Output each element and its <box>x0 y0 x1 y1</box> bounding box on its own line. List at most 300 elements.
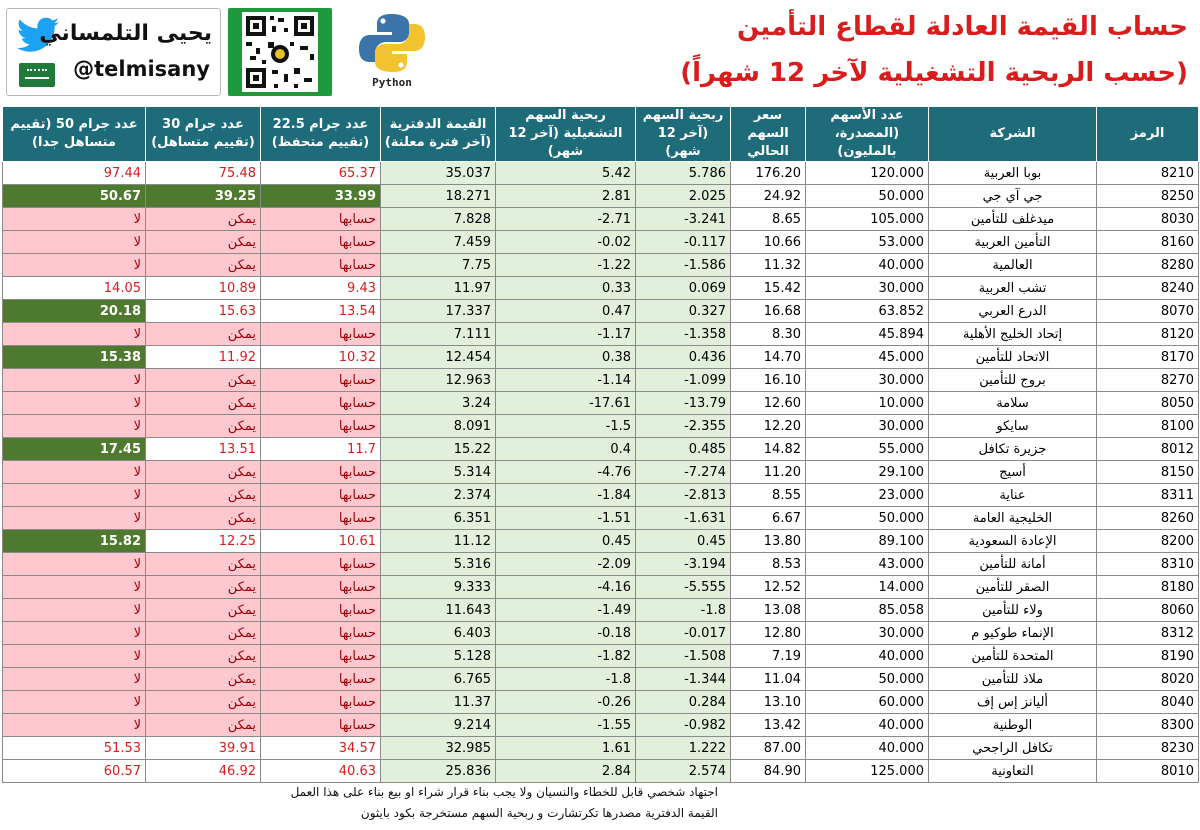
shares-cell: 53.000 <box>806 231 929 254</box>
valuation-30-cell: يمكن <box>146 208 261 231</box>
symbol-cell: 8250 <box>1097 185 1199 208</box>
price-cell: 12.60 <box>731 392 806 415</box>
header-shares: عدد الأسهم (المصدرة، بالمليون) <box>806 107 929 162</box>
shares-cell: 85.058 <box>806 599 929 622</box>
valuation-50-cell: 60.57 <box>3 760 146 783</box>
symbol-cell: 8012 <box>1097 438 1199 461</box>
company-cell: ولاء للتأمين <box>929 599 1097 622</box>
company-cell: التأمين العربية <box>929 231 1097 254</box>
valuation-22-5-cell: حسابها <box>261 208 381 231</box>
header-company: الشركة <box>929 107 1097 162</box>
valuation-22-5-cell: حسابها <box>261 231 381 254</box>
valuation-30-cell: يمكن <box>146 484 261 507</box>
valuation-30-cell: يمكن <box>146 668 261 691</box>
eps-cell: -7.274 <box>636 461 731 484</box>
eps-cell: -3.194 <box>636 553 731 576</box>
table-body <box>3 162 1199 783</box>
shares-cell: 29.100 <box>806 461 929 484</box>
table-row <box>3 461 1199 484</box>
book-value-cell: 35.037 <box>381 162 496 185</box>
table-row <box>3 208 1199 231</box>
valuation-22-5-cell: حسابها <box>261 645 381 668</box>
valuation-22-5-cell: 34.57 <box>261 737 381 760</box>
table-row <box>3 415 1199 438</box>
operating-eps-cell: 2.81 <box>496 185 636 208</box>
book-value-cell: 32.985 <box>381 737 496 760</box>
valuation-30-cell: يمكن <box>146 461 261 484</box>
eps-cell: -1.8 <box>636 599 731 622</box>
valuation-22-5-cell: 65.37 <box>261 162 381 185</box>
valuation-22-5-cell: حسابها <box>261 668 381 691</box>
table-row <box>3 553 1199 576</box>
valuation-50-cell: لا <box>3 507 146 530</box>
eps-cell: -2.813 <box>636 484 731 507</box>
book-value-cell: 11.37 <box>381 691 496 714</box>
valuation-30-cell: يمكن <box>146 553 261 576</box>
eps-cell: 1.222 <box>636 737 731 760</box>
book-value-cell: 5.128 <box>381 645 496 668</box>
operating-eps-cell: 0.45 <box>496 530 636 553</box>
header-valuation-30: عدد جرام 30 (تقييم متساهل) <box>146 107 261 162</box>
symbol-cell: 8230 <box>1097 737 1199 760</box>
price-cell: 8.55 <box>731 484 806 507</box>
operating-eps-cell: -0.26 <box>496 691 636 714</box>
valuation-50-cell: 51.53 <box>3 737 146 760</box>
symbol-cell: 8020 <box>1097 668 1199 691</box>
valuation-22-5-cell: حسابها <box>261 415 381 438</box>
operating-eps-cell: 0.38 <box>496 346 636 369</box>
company-cell: الدرع العربي <box>929 300 1097 323</box>
valuation-50-cell: 97.44 <box>3 162 146 185</box>
book-value-cell: 6.765 <box>381 668 496 691</box>
symbol-cell: 8060 <box>1097 599 1199 622</box>
report-header <box>0 0 1200 106</box>
company-cell: جي آي جي <box>929 185 1097 208</box>
table-row <box>3 277 1199 300</box>
company-cell: الإعادة السعودية <box>929 530 1097 553</box>
book-value-cell: 6.403 <box>381 622 496 645</box>
book-value-cell: 17.337 <box>381 300 496 323</box>
valuation-50-cell: 15.82 <box>3 530 146 553</box>
header-eps: ربحية السهم (آخر 12 شهر) <box>636 107 731 162</box>
table-row <box>3 484 1199 507</box>
shares-cell: 45.000 <box>806 346 929 369</box>
company-cell: عناية <box>929 484 1097 507</box>
table-row <box>3 346 1199 369</box>
valuation-30-cell: 46.92 <box>146 760 261 783</box>
symbol-cell: 8120 <box>1097 323 1199 346</box>
valuation-22-5-cell: 10.32 <box>261 346 381 369</box>
company-cell: أمانة للتأمين <box>929 553 1097 576</box>
table-row <box>3 392 1199 415</box>
table-header-row <box>3 107 1199 162</box>
valuation-22-5-cell: حسابها <box>261 599 381 622</box>
eps-cell: -1.358 <box>636 323 731 346</box>
table-row <box>3 668 1199 691</box>
shares-cell: 50.000 <box>806 185 929 208</box>
table-row <box>3 438 1199 461</box>
eps-cell: -0.982 <box>636 714 731 737</box>
shares-cell: 40.000 <box>806 645 929 668</box>
valuation-50-cell: 50.67 <box>3 185 146 208</box>
shares-cell: 30.000 <box>806 369 929 392</box>
valuation-22-5-cell: حسابها <box>261 323 381 346</box>
price-cell: 8.30 <box>731 323 806 346</box>
shares-cell: 23.000 <box>806 484 929 507</box>
valuation-30-cell: يمكن <box>146 369 261 392</box>
table-row <box>3 300 1199 323</box>
valuation-30-cell: 12.25 <box>146 530 261 553</box>
book-value-cell: 18.271 <box>381 185 496 208</box>
shares-cell: 50.000 <box>806 668 929 691</box>
table-row <box>3 622 1199 645</box>
table-row <box>3 185 1199 208</box>
eps-cell: 0.45 <box>636 530 731 553</box>
eps-cell: 5.786 <box>636 162 731 185</box>
valuation-22-5-cell: حسابها <box>261 507 381 530</box>
company-cell: الخليجية العامة <box>929 507 1097 530</box>
valuation-30-cell: يمكن <box>146 622 261 645</box>
table-row <box>3 323 1199 346</box>
valuation-50-cell: 17.45 <box>3 438 146 461</box>
book-value-cell: 7.111 <box>381 323 496 346</box>
header-operating-eps: ربحية السهم التشغيلية (آخر 12 شهر) <box>496 107 636 162</box>
title-line-2: (حسب الربحية التشغيلية لآخر 12 شهراً) <box>680 58 1188 88</box>
symbol-cell: 8010 <box>1097 760 1199 783</box>
symbol-cell: 8280 <box>1097 254 1199 277</box>
shares-cell: 43.000 <box>806 553 929 576</box>
price-cell: 16.68 <box>731 300 806 323</box>
eps-cell: 0.327 <box>636 300 731 323</box>
shares-cell: 50.000 <box>806 507 929 530</box>
valuation-50-cell: 14.05 <box>3 277 146 300</box>
operating-eps-cell: 2.84 <box>496 760 636 783</box>
price-cell: 8.53 <box>731 553 806 576</box>
table-row <box>3 507 1199 530</box>
valuation-50-cell: 15.38 <box>3 346 146 369</box>
price-cell: 12.80 <box>731 622 806 645</box>
operating-eps-cell: -1.17 <box>496 323 636 346</box>
price-cell: 11.32 <box>731 254 806 277</box>
valuation-30-cell: يمكن <box>146 599 261 622</box>
valuation-22-5-cell: حسابها <box>261 714 381 737</box>
price-cell: 10.66 <box>731 231 806 254</box>
price-cell: 16.10 <box>731 369 806 392</box>
book-value-cell: 6.351 <box>381 507 496 530</box>
header-valuation-22-5: عدد جرام 22.5 (تقييم متحفظ) <box>261 107 381 162</box>
twitter-handle: @telmisany <box>73 57 210 81</box>
operating-eps-cell: 0.33 <box>496 277 636 300</box>
eps-cell: -1.344 <box>636 668 731 691</box>
symbol-cell: 8040 <box>1097 691 1199 714</box>
company-cell: العالمية <box>929 254 1097 277</box>
table-row <box>3 231 1199 254</box>
symbol-cell: 8300 <box>1097 714 1199 737</box>
book-value-cell: 25.836 <box>381 760 496 783</box>
valuation-22-5-cell: حسابها <box>261 691 381 714</box>
book-value-cell: 11.97 <box>381 277 496 300</box>
symbol-cell: 8190 <box>1097 645 1199 668</box>
company-cell: التعاونية <box>929 760 1097 783</box>
shares-cell: 30.000 <box>806 622 929 645</box>
valuation-30-cell: يمكن <box>146 254 261 277</box>
eps-cell: -13.79 <box>636 392 731 415</box>
company-cell: المتحدة للتأمين <box>929 645 1097 668</box>
company-cell: إتحاد الخليج الأهلية <box>929 323 1097 346</box>
table-row <box>3 369 1199 392</box>
author-name: يحيى التلمساني <box>39 21 212 46</box>
symbol-cell: 8270 <box>1097 369 1199 392</box>
book-value-cell: 7.828 <box>381 208 496 231</box>
table-row <box>3 162 1199 185</box>
operating-eps-cell: -1.14 <box>496 369 636 392</box>
operating-eps-cell: -1.49 <box>496 599 636 622</box>
eps-cell: 2.574 <box>636 760 731 783</box>
shares-cell: 30.000 <box>806 277 929 300</box>
operating-eps-cell: 0.47 <box>496 300 636 323</box>
book-value-cell: 12.963 <box>381 369 496 392</box>
eps-cell: -1.508 <box>636 645 731 668</box>
symbol-cell: 8310 <box>1097 553 1199 576</box>
valuation-22-5-cell: 10.61 <box>261 530 381 553</box>
operating-eps-cell: 5.42 <box>496 162 636 185</box>
table-row <box>3 691 1199 714</box>
saudi-flag-icon <box>19 63 55 87</box>
valuation-22-5-cell: حسابها <box>261 553 381 576</box>
valuation-30-cell: يمكن <box>146 714 261 737</box>
table-row <box>3 530 1199 553</box>
report-title <box>680 4 1188 96</box>
company-cell: الإنماء طوكيو م <box>929 622 1097 645</box>
qr-code-pattern <box>228 8 332 96</box>
shares-cell: 14.000 <box>806 576 929 599</box>
operating-eps-cell: -4.76 <box>496 461 636 484</box>
valuation-30-cell: يمكن <box>146 507 261 530</box>
operating-eps-cell: -2.09 <box>496 553 636 576</box>
table-row <box>3 645 1199 668</box>
valuation-22-5-cell: 11.7 <box>261 438 381 461</box>
book-value-cell: 3.24 <box>381 392 496 415</box>
symbol-cell: 8070 <box>1097 300 1199 323</box>
symbol-cell: 8311 <box>1097 484 1199 507</box>
shares-cell: 55.000 <box>806 438 929 461</box>
book-value-cell: 5.314 <box>381 461 496 484</box>
valuation-22-5-cell: حسابها <box>261 484 381 507</box>
valuation-50-cell: لا <box>3 484 146 507</box>
shares-cell: 40.000 <box>806 737 929 760</box>
shares-cell: 125.000 <box>806 760 929 783</box>
price-cell: 11.04 <box>731 668 806 691</box>
insurance-fair-value-table <box>2 106 1199 783</box>
book-value-cell: 7.75 <box>381 254 496 277</box>
valuation-30-cell: 15.63 <box>146 300 261 323</box>
company-cell: الصقر للتأمين <box>929 576 1097 599</box>
valuation-50-cell: لا <box>3 208 146 231</box>
header-book-value: القيمة الدفترية (آخر فترة معلنة) <box>381 107 496 162</box>
valuation-22-5-cell: 33.99 <box>261 185 381 208</box>
symbol-cell: 8150 <box>1097 461 1199 484</box>
price-cell: 13.08 <box>731 599 806 622</box>
company-cell: بوبا العربية <box>929 162 1097 185</box>
price-cell: 13.80 <box>731 530 806 553</box>
shares-cell: 105.000 <box>806 208 929 231</box>
symbol-cell: 8050 <box>1097 392 1199 415</box>
book-value-cell: 11.643 <box>381 599 496 622</box>
shares-cell: 45.894 <box>806 323 929 346</box>
eps-cell: 2.025 <box>636 185 731 208</box>
operating-eps-cell: -0.18 <box>496 622 636 645</box>
valuation-50-cell: لا <box>3 714 146 737</box>
company-cell: أليانز إس إف <box>929 691 1097 714</box>
shares-cell: 63.852 <box>806 300 929 323</box>
symbol-cell: 8260 <box>1097 507 1199 530</box>
book-value-cell: 11.12 <box>381 530 496 553</box>
valuation-22-5-cell: حسابها <box>261 254 381 277</box>
python-logo-icon <box>352 12 432 74</box>
eps-cell: -2.355 <box>636 415 731 438</box>
valuation-30-cell: 75.48 <box>146 162 261 185</box>
company-cell: ميدغلف للتأمين <box>929 208 1097 231</box>
price-cell: 8.65 <box>731 208 806 231</box>
company-cell: سايكو <box>929 415 1097 438</box>
valuation-22-5-cell: 9.43 <box>261 277 381 300</box>
operating-eps-cell: -4.16 <box>496 576 636 599</box>
operating-eps-cell: -2.71 <box>496 208 636 231</box>
valuation-50-cell: لا <box>3 392 146 415</box>
shares-cell: 30.000 <box>806 415 929 438</box>
valuation-30-cell: 10.89 <box>146 277 261 300</box>
book-value-cell: 8.091 <box>381 415 496 438</box>
eps-cell: -1.631 <box>636 507 731 530</box>
operating-eps-cell: -1.82 <box>496 645 636 668</box>
book-value-cell: 2.374 <box>381 484 496 507</box>
operating-eps-cell: -17.61 <box>496 392 636 415</box>
company-cell: بروج للتأمين <box>929 369 1097 392</box>
table-row <box>3 254 1199 277</box>
valuation-50-cell: لا <box>3 691 146 714</box>
valuation-30-cell: يمكن <box>146 576 261 599</box>
company-cell: تكافل الراجحي <box>929 737 1097 760</box>
company-cell: جزيرة تكافل <box>929 438 1097 461</box>
twitter-card <box>6 8 221 96</box>
valuation-22-5-cell: حسابها <box>261 576 381 599</box>
valuation-50-cell: لا <box>3 231 146 254</box>
symbol-cell: 8170 <box>1097 346 1199 369</box>
eps-cell: 0.485 <box>636 438 731 461</box>
valuation-22-5-cell: حسابها <box>261 461 381 484</box>
price-cell: 11.20 <box>731 461 806 484</box>
symbol-cell: 8210 <box>1097 162 1199 185</box>
valuation-22-5-cell: 13.54 <box>261 300 381 323</box>
book-value-cell: 12.454 <box>381 346 496 369</box>
valuation-30-cell: يمكن <box>146 231 261 254</box>
eps-cell: -5.555 <box>636 576 731 599</box>
price-cell: 13.42 <box>731 714 806 737</box>
header-valuation-50: عدد جرام 50 (تقييم متساهل جدا) <box>3 107 146 162</box>
price-cell: 7.19 <box>731 645 806 668</box>
eps-cell: -1.586 <box>636 254 731 277</box>
price-cell: 176.20 <box>731 162 806 185</box>
valuation-50-cell: لا <box>3 668 146 691</box>
valuation-22-5-cell: حسابها <box>261 369 381 392</box>
operating-eps-cell: -1.84 <box>496 484 636 507</box>
company-cell: الاتحاد للتأمين <box>929 346 1097 369</box>
operating-eps-cell: -1.55 <box>496 714 636 737</box>
valuation-50-cell: لا <box>3 323 146 346</box>
eps-cell: 0.436 <box>636 346 731 369</box>
valuation-50-cell: لا <box>3 599 146 622</box>
shares-cell: 10.000 <box>806 392 929 415</box>
shares-cell: 60.000 <box>806 691 929 714</box>
shares-cell: 40.000 <box>806 714 929 737</box>
valuation-50-cell: لا <box>3 576 146 599</box>
company-cell: الوطنية <box>929 714 1097 737</box>
valuation-50-cell: 20.18 <box>3 300 146 323</box>
source-note: القيمة الدفترية مصدرها تكرتشارت و ربحية السهم مستخرجة بكود بايثون <box>360 806 718 820</box>
table-row <box>3 760 1199 783</box>
valuation-22-5-cell: حسابها <box>261 622 381 645</box>
valuation-50-cell: لا <box>3 645 146 668</box>
valuation-30-cell: يمكن <box>146 691 261 714</box>
table-row <box>3 576 1199 599</box>
book-value-cell: 9.214 <box>381 714 496 737</box>
valuation-30-cell: يمكن <box>146 645 261 668</box>
book-value-cell: 5.316 <box>381 553 496 576</box>
symbol-cell: 8240 <box>1097 277 1199 300</box>
python-logo <box>352 12 432 94</box>
valuation-30-cell: يمكن <box>146 392 261 415</box>
operating-eps-cell: -1.51 <box>496 507 636 530</box>
valuation-50-cell: لا <box>3 369 146 392</box>
company-cell: سلامة <box>929 392 1097 415</box>
header-price: سعر السهم الحالي <box>731 107 806 162</box>
price-cell: 14.70 <box>731 346 806 369</box>
operating-eps-cell: 0.4 <box>496 438 636 461</box>
python-label: Python <box>372 76 412 89</box>
book-value-cell: 15.22 <box>381 438 496 461</box>
book-value-cell: 7.459 <box>381 231 496 254</box>
price-cell: 15.42 <box>731 277 806 300</box>
eps-cell: -0.117 <box>636 231 731 254</box>
valuation-50-cell: لا <box>3 622 146 645</box>
valuation-30-cell: 11.92 <box>146 346 261 369</box>
company-cell: تشب العربية <box>929 277 1097 300</box>
book-value-cell: 9.333 <box>381 576 496 599</box>
shares-cell: 40.000 <box>806 254 929 277</box>
valuation-50-cell: لا <box>3 553 146 576</box>
price-cell: 12.20 <box>731 415 806 438</box>
qr-code <box>228 8 332 96</box>
table-row <box>3 714 1199 737</box>
price-cell: 13.10 <box>731 691 806 714</box>
table-row <box>3 599 1199 622</box>
operating-eps-cell: -1.8 <box>496 668 636 691</box>
valuation-22-5-cell: حسابها <box>261 392 381 415</box>
symbol-cell: 8160 <box>1097 231 1199 254</box>
disclaimer-note: اجتهاد شخصي قابل للخطاء والنسيان ولا يجب بناء قرار شراء او بيع بناء على هذا العمل <box>290 785 718 799</box>
valuation-50-cell: لا <box>3 415 146 438</box>
symbol-cell: 8030 <box>1097 208 1199 231</box>
price-cell: 12.52 <box>731 576 806 599</box>
operating-eps-cell: -1.5 <box>496 415 636 438</box>
valuation-30-cell: 39.25 <box>146 185 261 208</box>
shares-cell: 120.000 <box>806 162 929 185</box>
company-cell: ملاذ للتأمين <box>929 668 1097 691</box>
price-cell: 84.90 <box>731 760 806 783</box>
eps-cell: -1.099 <box>636 369 731 392</box>
symbol-cell: 8180 <box>1097 576 1199 599</box>
price-cell: 24.92 <box>731 185 806 208</box>
